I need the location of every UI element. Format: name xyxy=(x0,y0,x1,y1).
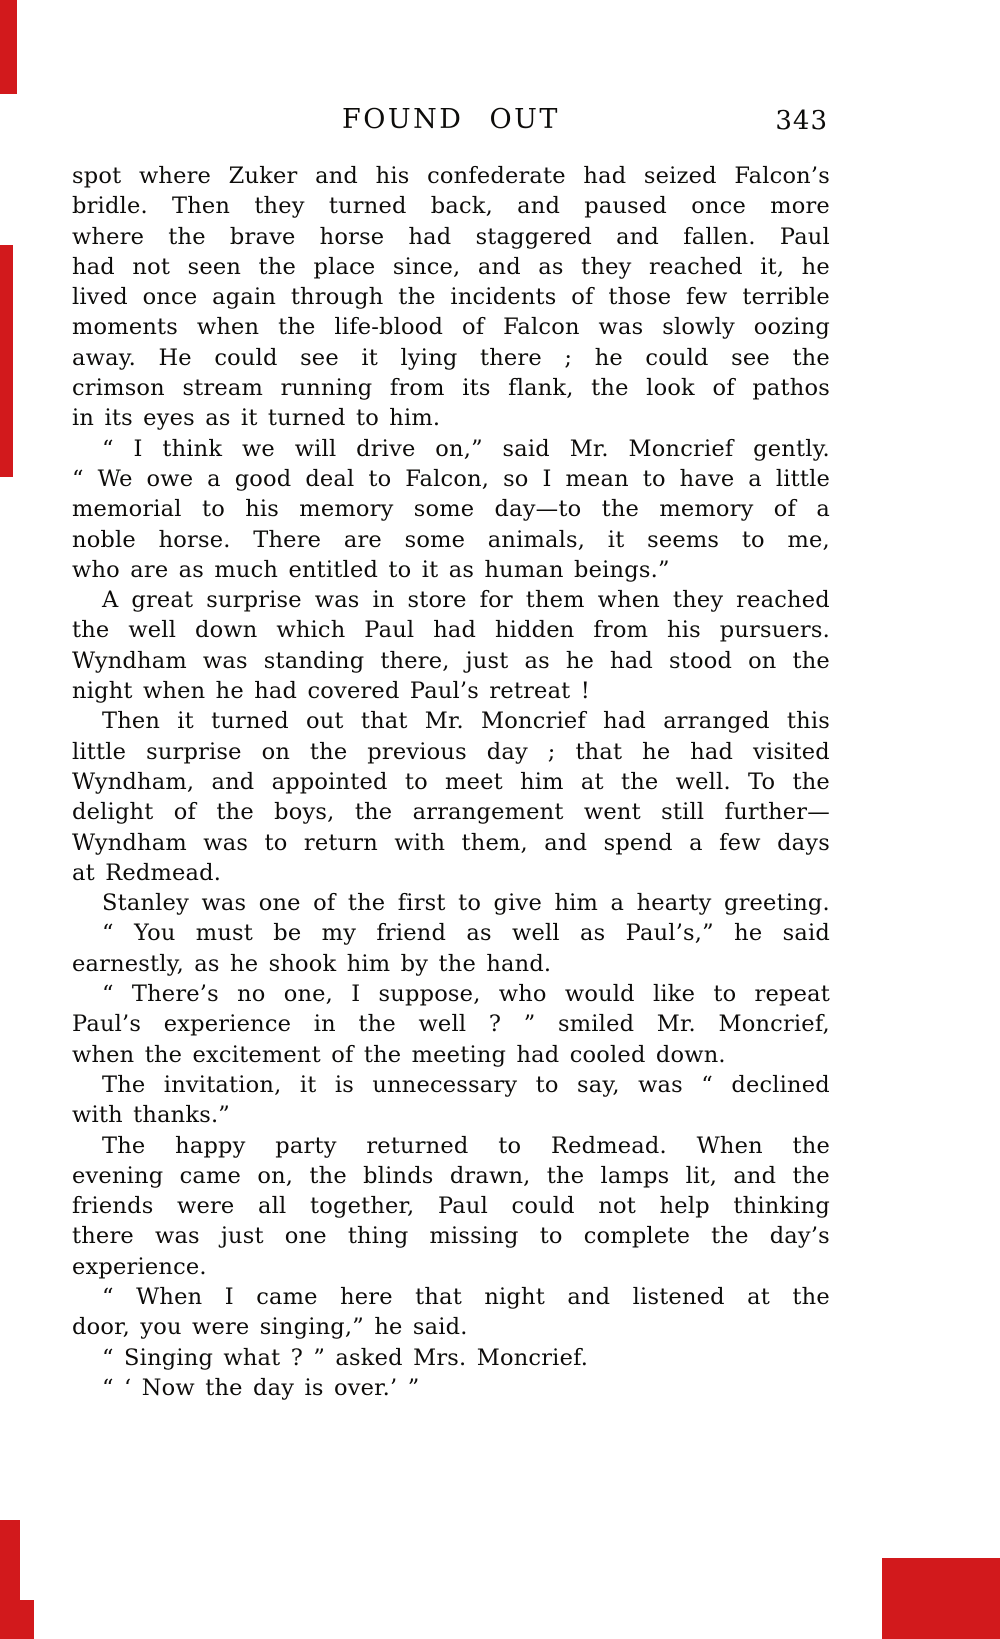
text-line: The invitation, it is unnecessary to say, was “ declined xyxy=(102,1071,830,1098)
text-line: where the brave horse had staggered and fallen. Paul xyxy=(72,223,830,250)
text-line: Wyndham was standing there, just as he had stood on the xyxy=(72,647,830,674)
text-line: moments when the life-blood of Falcon was slowly oozing xyxy=(72,314,830,341)
page-body xyxy=(72,161,830,1403)
scan-edge-artifact-bottom-left-base xyxy=(0,1600,34,1639)
text-line: “ You must be my friend as well as Paul’s,” he said xyxy=(102,920,830,947)
text-line: The happy party returned to Redmead. When the xyxy=(102,1132,830,1159)
text-line: at Redmead. xyxy=(72,859,222,886)
text-line: memorial to his memory some day—to the memory of a xyxy=(72,496,830,523)
page-title: FOUND OUT xyxy=(342,104,560,135)
text-line: Wyndham was to return with them, and spend a few days xyxy=(72,829,830,856)
text-line: in its eyes as it turned to him. xyxy=(72,405,441,432)
text-line: Wyndham, and appointed to meet him at the well. To the xyxy=(72,768,830,795)
text-line: there was just one thing missing to complete the day’s xyxy=(72,1223,830,1250)
text-line: “ I think we will drive on,” said Mr. Moncrief gently. xyxy=(102,435,830,462)
text-line: little surprise on the previous day ; that he had visited xyxy=(72,738,830,765)
text-line: had not seen the place since, and as they reached it, he xyxy=(72,253,830,280)
text-line: evening came on, the blinds drawn, the lamps lit, and the xyxy=(72,1162,830,1189)
scan-edge-artifact-bottom-right xyxy=(882,1558,1000,1639)
scan-edge-artifact-top-left xyxy=(0,0,17,94)
text-line: door, you were singing,” he said. xyxy=(72,1314,468,1341)
text-line: “ There’s no one, I suppose, who would like to repeat xyxy=(102,981,830,1008)
text-line: Stanley was one of the first to give him a hearty greeting. xyxy=(102,890,830,917)
text-line: earnestly, as he shook him by the hand. xyxy=(72,950,552,977)
text-line: who are as much entitled to it as human beings.” xyxy=(72,556,670,583)
text-line: “ ‘ Now the day is over.’ ” xyxy=(102,1374,420,1401)
text-line: when the excitement of the meeting had cooled down. xyxy=(72,1041,726,1068)
text-line: friends were all together, Paul could not help thinking xyxy=(72,1193,830,1220)
text-line: experience. xyxy=(72,1253,207,1280)
text-line: lived once again through the incidents of those few terrible xyxy=(72,284,830,311)
text-line: away. He could see it lying there ; he could see the xyxy=(72,344,830,371)
text-line: “ Singing what ? ” asked Mrs. Moncrief. xyxy=(102,1344,589,1371)
text-line: “ When I came here that night and listened at the xyxy=(102,1283,830,1310)
text-line: bridle. Then they turned back, and paused once more xyxy=(72,193,830,220)
text-line: spot where Zuker and his confederate had seized Falcon’s xyxy=(72,163,830,189)
text-line: Paul’s experience in the well ? ” smiled Mr. Moncrief, xyxy=(72,1011,830,1038)
text-line: with thanks.” xyxy=(72,1102,231,1129)
text-line: delight of the boys, the arrangement went still further— xyxy=(72,799,830,826)
text-line: crimson stream running from its flank, the look of pathos xyxy=(72,375,830,402)
text-line: the well down which Paul had hidden from his pursuers. xyxy=(72,617,830,644)
page-number: 343 xyxy=(775,106,828,136)
text-line: “ We owe a good deal to Falcon, so I mean to have a little xyxy=(72,465,830,492)
scan-edge-artifact-left-middle xyxy=(0,245,13,477)
text-line: night when he had covered Paul’s retreat ! xyxy=(72,678,591,705)
text-line: Then it turned out that Mr. Moncrief had arranged this xyxy=(102,708,830,735)
text-line: noble horse. There are some animals, it seems to me, xyxy=(72,526,830,553)
text-line: A great surprise was in store for them when they reached xyxy=(102,587,830,614)
running-header xyxy=(72,104,830,144)
